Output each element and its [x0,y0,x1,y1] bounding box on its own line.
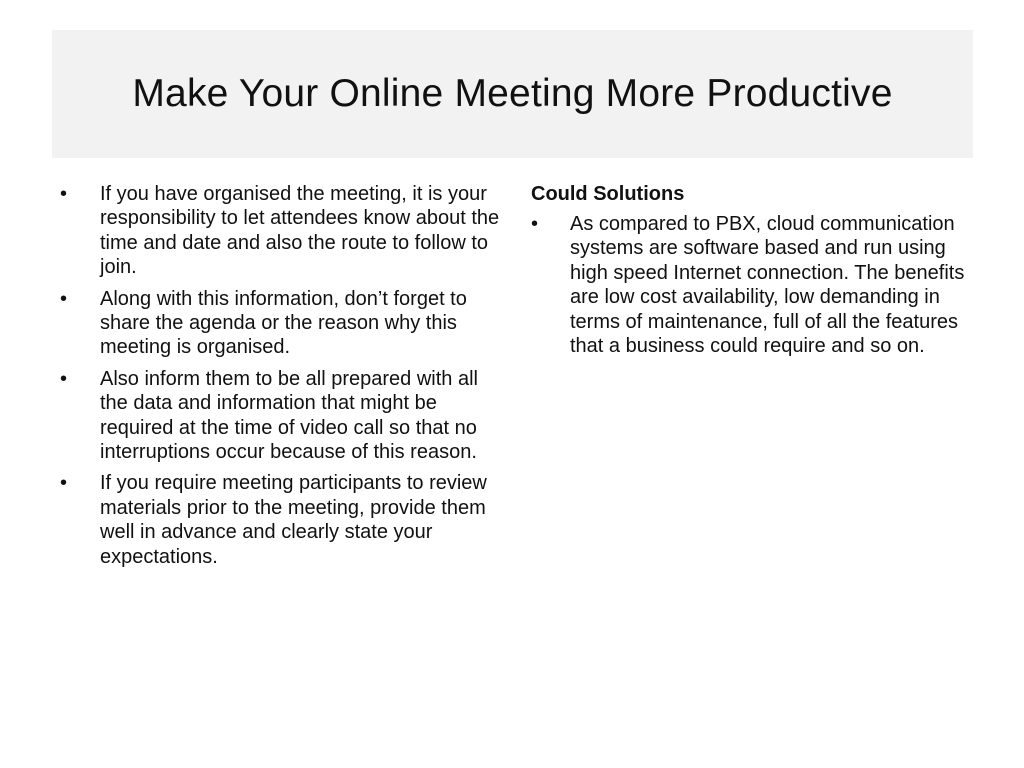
list-item [60,287,500,360]
bullet-icon: • [60,472,68,495]
list-item-text: Along with this information, don’t forget to share the agenda or the reason why this meeting is organised. [100,287,467,359]
right-bullet-list [531,212,971,358]
left-column [60,182,500,576]
list-item-text: Also inform them to be all prepared with all the data and information that might be required at the time of video call so that no interruptions occur because of this reason. [100,367,478,464]
list-item [531,212,971,358]
slide-title: Make Your Online Meeting More Productive [132,72,893,115]
bullet-icon: • [60,287,68,310]
list-item [60,182,500,280]
list-item [60,471,500,569]
bullet-icon: • [60,183,68,205]
bullet-icon: • [531,213,539,235]
bullet-icon: • [60,367,68,390]
list-item-text: As compared to PBX, cloud communication systems are software based and run using high speed Internet connection. The benefits are low cost availability, low demanding in terms of maintenance, full of all the features that a business could require and so on. [570,213,965,358]
title-band [52,30,973,158]
right-column [531,182,971,365]
list-item-text: If you have organised the meeting, it is your responsibility to let attendees know about the time and date and also the route to follow to join. [100,183,500,279]
list-item [60,367,500,465]
section-heading: Could Solutions [531,183,685,205]
list-item-text: If you require meeting participants to review materials prior to the meeting, provide them well in advance and clearly state your expectations. [100,472,487,568]
left-bullet-list [60,182,500,569]
